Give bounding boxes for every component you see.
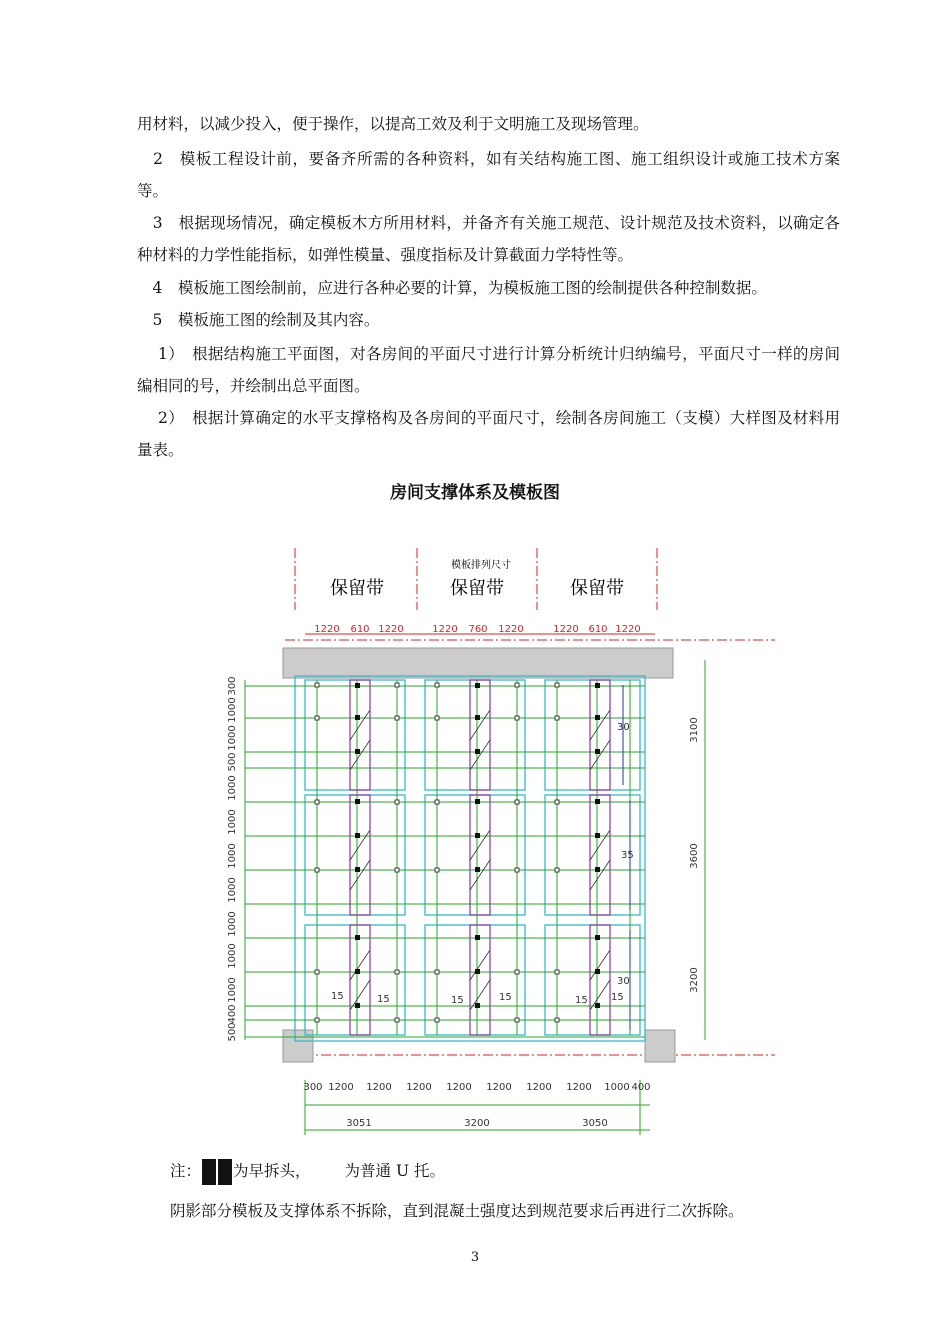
paragraph-2: 2 模板工程设计前，要备齐所需的各种资料，如有关结构施工图、施工组织设计或施工技术方案等。 [137, 150, 840, 200]
top-dim: 1220 [432, 624, 458, 635]
bottom-dim: 1200 [366, 1082, 392, 1093]
figure-title: 房间支撑体系及模板图 [390, 483, 560, 503]
bottom-dim: 1200 [486, 1082, 512, 1093]
bottom-total: 3050 [582, 1118, 608, 1129]
bottom-total: 3051 [346, 1118, 372, 1129]
top-dim: 1220 [615, 624, 641, 635]
zone-label-3: 保留带 [570, 578, 624, 599]
top-caption: 模板排列尺寸 [451, 560, 511, 571]
top-dim: 1220 [553, 624, 579, 635]
legend-note [170, 1158, 445, 1185]
bottom-dim: 1200 [526, 1082, 552, 1093]
note-prefix: 注： [170, 1162, 202, 1180]
hatch-lines [350, 710, 610, 1010]
bottom-dim: 1200 [406, 1082, 432, 1093]
small-label: 15 [377, 994, 390, 1005]
right-dimensions [689, 717, 700, 992]
left-dim: 500 [227, 752, 238, 772]
left-dim: 1000 [227, 877, 238, 903]
top-dimensions [314, 624, 640, 635]
top-dim: 610 [588, 624, 608, 635]
paragraph-3: 3 根据现场情况，确定模板木方所用材料，并备齐有关施工规范、设计规范及技术资料，以确定各种材料的力学性能指标，如弹性模量、强度指标及计算截面力学特性等。 [137, 214, 840, 264]
small-label: 30 [617, 722, 630, 733]
left-dim: 1000 [227, 809, 238, 835]
small-label: 15 [611, 992, 624, 1003]
top-dim: 1220 [378, 624, 404, 635]
bottom-dim: 1200 [566, 1082, 592, 1093]
bottom-total: 3200 [464, 1118, 490, 1129]
small-label: 15 [451, 995, 464, 1006]
small-labels [331, 722, 634, 1006]
note-secondary: 阴影部分模板及支撑体系不拆除，直到混凝土强度达到规范要求后再进行二次拆除。 [170, 1202, 744, 1220]
zone-label-1: 保留带 [330, 578, 384, 599]
retained-strips [350, 680, 610, 1035]
small-label: 15 [499, 992, 512, 1003]
bottom-dim: 1200 [328, 1082, 354, 1093]
formwork-drawing [205, 540, 785, 1140]
small-label: 30 [617, 976, 630, 987]
right-dim: 3200 [689, 967, 700, 993]
note-early-label: 为早拆头， [233, 1162, 311, 1180]
small-label: 35 [621, 850, 634, 861]
bottom-dim: 300 [303, 1082, 323, 1093]
paragraph-7: 2） 根据计算确定的水平支撑格构及各房间的平面尺寸，绘制各房间施工（支模）大样图及材料用量表。 [137, 409, 840, 459]
left-dim: 1000 [227, 843, 238, 869]
bottom-dim: 1200 [446, 1082, 472, 1093]
left-dim: 1000 [227, 725, 238, 751]
paragraph-4: 4 模板施工图绘制前，应进行各种必要的计算，为模板施工图的绘制提供各种控制数据。 [137, 279, 767, 297]
left-dim: 1000 [227, 775, 238, 801]
left-dim: 1000 [227, 943, 238, 969]
top-beam [283, 648, 673, 678]
page-number: 3 [470, 1250, 480, 1265]
left-dim: 500 [227, 1022, 238, 1042]
paragraph-5: 5 模板施工图的绘制及其内容。 [137, 311, 380, 329]
right-dim: 3600 [689, 843, 700, 869]
top-dim: 1220 [498, 624, 524, 635]
note-normal-label: 为普通 U 托。 [344, 1162, 445, 1180]
top-dim: 1220 [314, 624, 340, 635]
left-dim: 400 [227, 1004, 238, 1024]
top-dim: 610 [350, 624, 370, 635]
formwork-plan-svg [205, 540, 785, 1140]
small-label: 15 [575, 995, 588, 1006]
zone-label-2: 保留带 [450, 578, 504, 599]
corner-block [645, 1030, 675, 1062]
left-dim: 1000 [227, 697, 238, 723]
top-dim: 760 [468, 624, 488, 635]
bottom-dim: 400 [631, 1082, 651, 1093]
left-dim: 300 [227, 676, 238, 696]
green-grid [245, 660, 705, 1135]
early-release-head-icon [202, 1159, 232, 1185]
left-dimensions [227, 676, 238, 1041]
paragraph-6: 1） 根据结构施工平面图，对各房间的平面尺寸进行计算分析统计归纳编号，平面尺寸一样的房间编相同的号，并绘制出总平面图。 [137, 345, 840, 395]
right-dim: 3100 [689, 717, 700, 743]
paragraph-1: 用材料，以减少投入，便于操作，以提高工效及利于文明施工及现场管理。 [137, 115, 649, 133]
bottom-dim: 1000 [604, 1082, 630, 1093]
left-dim: 1000 [227, 911, 238, 937]
left-dim: 1000 [227, 977, 238, 1003]
small-label: 15 [331, 991, 344, 1002]
